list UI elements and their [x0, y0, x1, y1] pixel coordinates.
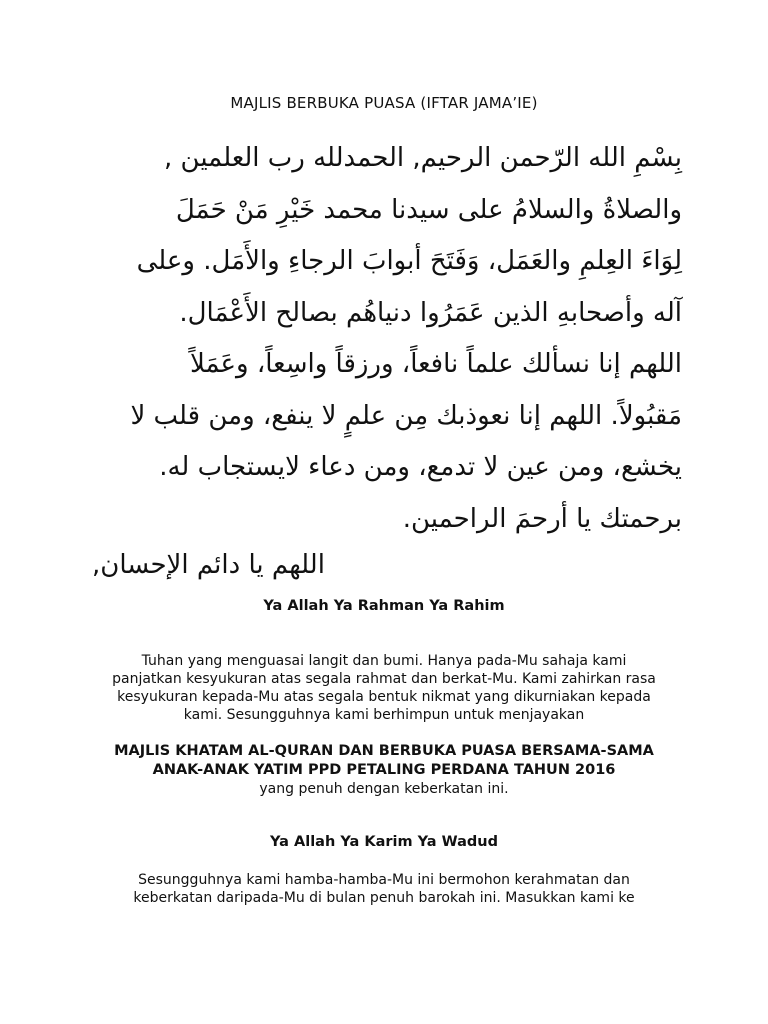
event-heading-line: MAJLIS KHATAM AL-QURAN DAN BERBUKA PUASA BERSAMA-SAMA	[114, 743, 654, 759]
paragraph-line: Tuhan yang menguasai langit dan bumi. Hanya pada-Mu sahaja kami	[141, 653, 627, 669]
arabic-line: اللهم إنا نسألك علماً نافعاً، ورزقاً واسِعاً، وعَمَلاً	[189, 349, 682, 379]
arabic-line: مَقبُولاً. اللهم إنا نعوذبك مِن علمٍ لا ينفع، ومن قلب لا	[130, 400, 682, 431]
arabic-line: والصلاةُ والسلامُ على سيدنا محمد خَيْرِ مَنْ حَمَلَ	[175, 194, 682, 225]
paragraph-line: keberkatan daripada-Mu di bulan penuh barokah ini. Masukkan kami ke	[133, 890, 635, 906]
event-heading-tail: yang penuh dengan keberkatan ini.	[259, 781, 509, 797]
arabic-line: يخشع، ومن عين لا تدمع، ومن دعاء لايستجاب له.	[159, 452, 682, 482]
paragraph-line: panjatkan kesyukuran atas segala rahmat dan berkat-Mu. Kami zahirkan rasa	[112, 671, 656, 687]
heading-rahman-rahim: Ya Allah Ya Rahman Ya Rahim	[263, 598, 505, 614]
heading-karim-wadud: Ya Allah Ya Karim Ya Wadud	[270, 834, 498, 850]
arabic-line: بِسْمِ الله الرّحمن الرحيم, الحمدلله رب العلمين ,	[164, 143, 682, 173]
document-title: MAJLIS BERBUKA PUASA (IFTAR JAMA’IE)	[230, 94, 538, 112]
event-heading-line: ANAK-ANAK YATIM PPD PETALING PERDANA TAHUN 2016	[152, 762, 616, 778]
event-heading-block	[84, 742, 684, 798]
arabic-invocation-line	[92, 545, 682, 585]
paragraph-petition	[84, 871, 684, 907]
paragraph-gratitude	[84, 652, 684, 724]
arabic-line: لِوَاءَ العِلمِ والعَمَل، وَفَتَحَ أبوابَ الرجاءِ والأَمَل. وعلى	[136, 246, 682, 276]
paragraph-line: kami. Sesungguhnya kami berhimpun untuk menjayakan	[183, 707, 585, 723]
paragraph-line: Sesungguhnya kami hamba-hamba-Mu ini bermohon kerahmatan dan	[138, 872, 630, 888]
arabic-prayer-block	[92, 133, 682, 545]
paragraph-line: kesyukuran kepada-Mu atas segala bentuk nikmat yang dikurniakan kepada	[117, 689, 651, 705]
arabic-line: برحمتك يا أرحمَ الراحمين.	[402, 503, 682, 534]
arabic-line: آله وأصحابهِ الذين عَمَرُوا دنياهُم بصالح الأَعْمَال.	[179, 297, 682, 328]
arabic-invocation: اللهم يا دائم الإحسان,	[92, 550, 325, 580]
